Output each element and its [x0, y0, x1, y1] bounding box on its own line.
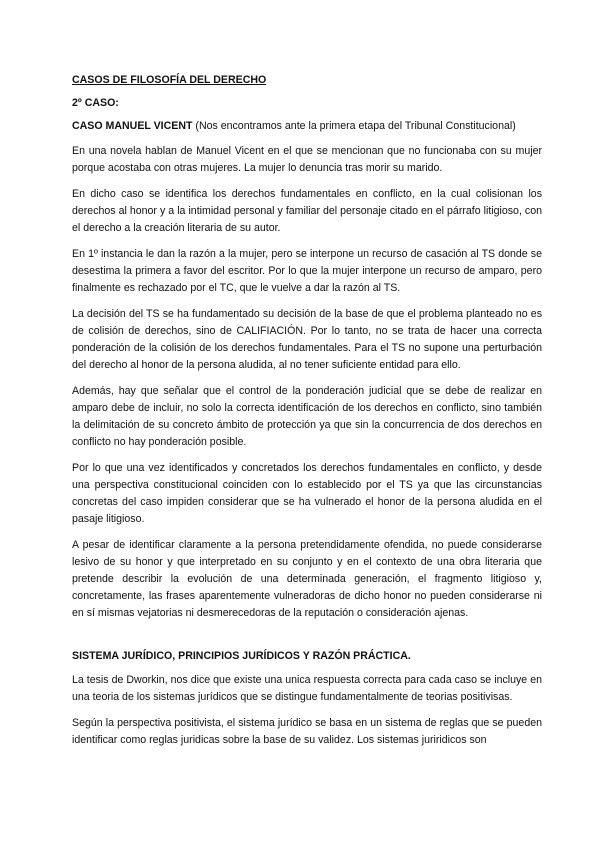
case-note: (Nos encontramos ante la primera etapa del Tribunal Constitucional) [192, 120, 516, 132]
paragraph: La tesis de Dworkin, nos dice que existe una unica respuesta correcta para cada caso se incluye en una teoria de los sistemas jurídicos que se distingue fundamentalmente de teorias positivisas. [72, 674, 542, 703]
paragraph: Por lo que una vez identificados y concretados los derechos fundamentales en conflicto, y desde una perspectiva constitucional coinciden con lo establecido por el TS ya que las circunstancias concretas del caso impiden considerar que se ha vulnerado el honor de la persona aludida en el pasaje litigioso. [72, 462, 542, 525]
document-title: CASOS DE FILOSOFÍA DEL DERECHO [72, 74, 267, 86]
paragraph: La decisión del TS se ha fundamentado su decisión de la base de que el problema planteado no es de colisión de derechos, sino de CALIFIACIÓN. Por lo tanto, no se trata de hacer una correcta ponderación de la colisión de los derechos fundamentales. Para el TS no supone una perturbación del derecho al honor de la persona aludida, al no tener suficiente entidad para ello. [72, 308, 542, 371]
paragraph: En dicho caso se identifica los derechos fundamentales en conflicto, en la cual colisionan los derechos al honor y a la intimidad personal y familiar del personaje citado en el párrafo litigioso, con el derecho a la creación literaria de su autor. [72, 188, 542, 234]
section-heading: SISTEMA JURÍDICO, PRINCIPIOS JURÍDICOS Y RAZÓN PRÁCTICA. [72, 650, 411, 662]
paragraph: A pesar de identificar claramente a la persona pretendidamente ofendida, no puede considerarse lesivo de su honor y que interpretado en su conjunto y en el contexto de una obra literaria que pretende describir la evolución de una determinada generación, el fragmento litigioso y, concretamente, las frases aparentemente vulneradoras de dicho honor no pueden considerarse ni en sí mismas vejatorias ni desmerecedoras de la reputación o consideración ajenas. [72, 539, 542, 619]
paragraph: Además, hay que señalar que el control de la ponderación judicial que se debe de realizar en amparo debe de incluir, no solo la correcta identificación de los derechos en conflicto, sino también la delimitación de su concreto ámbito de protección ya que sin la concurrencia de dos derechos en conflicto no hay ponderación posible. [72, 385, 542, 448]
document-body [72, 72, 542, 749]
paragraph: Según la perspectiva positivista, el sistema jurídico se basa en un sistema de reglas que se pueden identificar como reglas juridicas sobre la base de su validez. Los sistemas juriridicos son [72, 717, 542, 746]
paragraph: En una novela hablan de Manuel Vicent en el que se mencionan que no funcionaba con su mujer porque acostaba con otras mujeres. La mujer lo denuncia tras morir su marido. [72, 145, 542, 174]
case-number: 2º CASO: [72, 97, 119, 109]
case-heading [72, 118, 542, 135]
paragraph: En 1º instancia le dan la razón a la mujer, pero se interpone un recurso de casación al TS donde se desestima la primera a favor del escritor. Por lo que la mujer interpone un recurso de amparo, pero finalmente es rechazado por el TC, que le vuelve a dar la razón al TS. [72, 248, 542, 294]
case-name: CASO MANUEL VICENT [72, 120, 193, 132]
